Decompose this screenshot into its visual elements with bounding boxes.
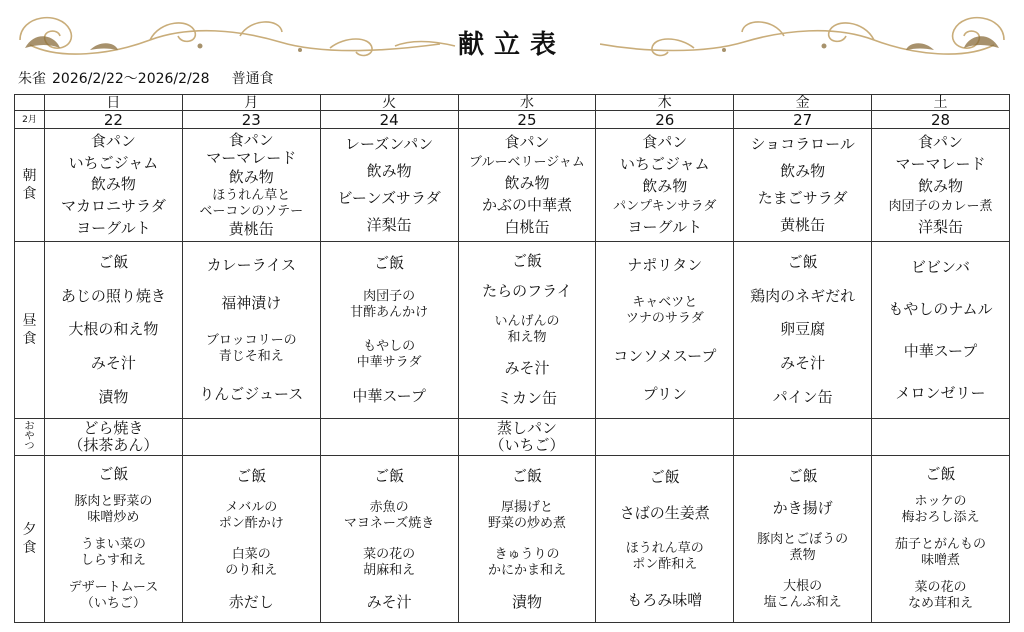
menu-item: 飲み物 xyxy=(918,176,964,195)
menu-item: みそ汁 xyxy=(90,354,136,373)
menu-item: 洋梨缶 xyxy=(366,216,412,234)
menu-item: 食パン xyxy=(228,130,274,149)
menu-item: たらのフライ xyxy=(482,282,572,301)
page-title: 献立表 xyxy=(457,30,566,60)
breakfast-cell xyxy=(734,129,872,242)
menu-item: 卵豆腐 xyxy=(780,320,826,339)
breakfast-cell xyxy=(182,129,320,242)
snack-cell xyxy=(320,419,458,456)
snack-items xyxy=(321,419,458,455)
header-info xyxy=(18,68,296,88)
menu-item: 大根の和え物 xyxy=(68,320,159,339)
lunch-label xyxy=(15,242,45,419)
date-cell: 22 xyxy=(45,111,183,129)
menu-item: 食パン xyxy=(642,132,688,151)
dinner-items xyxy=(596,456,733,622)
menu-item: もやしのナムル xyxy=(888,299,993,318)
menu-item: 黄桃缶 xyxy=(780,216,826,234)
menu-item: 豚肉と野菜の 味噌炒め xyxy=(74,493,153,525)
menu-item: 飲み物 xyxy=(366,162,412,180)
menu-item: みそ汁 xyxy=(504,358,550,377)
snack-items xyxy=(459,419,596,455)
lunch-cell xyxy=(734,242,872,419)
dinner-label xyxy=(15,456,45,623)
snack-label-text: おやつ xyxy=(24,421,35,452)
snack-items xyxy=(45,419,182,455)
menu-item: ホッケの 梅おろし添え xyxy=(901,493,980,525)
diet-type: 普通食 xyxy=(231,71,274,87)
menu-item: 黄桃缶 xyxy=(228,220,274,239)
menu-item: プリン xyxy=(642,385,687,404)
lunch-items xyxy=(596,242,733,418)
menu-item: 茄子とがんもの 味噌煮 xyxy=(895,537,987,569)
dinner-cell xyxy=(596,456,734,623)
menu-item: ご飯 xyxy=(374,466,405,485)
unit-name: 朱雀 xyxy=(18,71,46,87)
menu-item: マーマレード xyxy=(206,149,297,168)
breakfast-items xyxy=(45,129,182,241)
menu-item: ビビンバ xyxy=(911,257,970,276)
menu-item: さばの生姜煮 xyxy=(619,504,710,523)
date-cell: 26 xyxy=(596,111,734,129)
menu-item: ご飯 xyxy=(511,251,542,270)
dinner-row xyxy=(15,456,1010,623)
menu-item: マーマレード xyxy=(895,154,986,173)
weekday-cell: 土 xyxy=(872,95,1010,111)
date-cell: 23 xyxy=(182,111,320,129)
menu-item: 洋梨缶 xyxy=(918,218,964,237)
breakfast-items xyxy=(596,129,733,241)
dinner-cell xyxy=(734,456,872,623)
menu-item: 赤魚の マヨネーズ焼き xyxy=(343,499,435,531)
weekday-cell: 金 xyxy=(734,95,872,111)
menu-item: みそ汁 xyxy=(780,354,826,373)
date-cell: 24 xyxy=(320,111,458,129)
dinner-cell xyxy=(320,456,458,623)
date-cell: 27 xyxy=(734,111,872,129)
menu-item: 福神漬け xyxy=(221,293,282,312)
dinner-items xyxy=(321,456,458,622)
menu-item: コンソメスープ xyxy=(613,347,717,366)
weekday-cell: 水 xyxy=(458,95,596,111)
menu-item: パンプキンサラダ xyxy=(613,199,717,215)
menu-item: （抹茶あん） xyxy=(68,436,159,454)
lunch-cell xyxy=(320,242,458,419)
snack-items xyxy=(872,419,1009,455)
snack-cell xyxy=(458,419,596,456)
menu-item: 食パン xyxy=(504,132,550,151)
menu-item: 厚揚げと 野菜の炒め煮 xyxy=(487,499,566,531)
menu-item: ご飯 xyxy=(787,466,818,485)
menu-item: メバルの ポン酢かけ xyxy=(218,499,284,531)
menu-item: ご飯 xyxy=(649,468,680,487)
menu-item: いちごジャム xyxy=(68,153,159,172)
menu-item: 豚肉とごぼうの 煮物 xyxy=(757,531,849,563)
dinner-cell xyxy=(182,456,320,623)
lunch-cell xyxy=(45,242,183,419)
menu-item: ショコラロール xyxy=(750,135,855,153)
lunch-cell xyxy=(872,242,1010,419)
breakfast-cell xyxy=(872,129,1010,242)
menu-item: デザートムース （いちご） xyxy=(68,580,159,612)
menu-item: りんごジュース xyxy=(199,385,304,404)
dinner-items xyxy=(872,456,1009,622)
dinner-cell xyxy=(872,456,1010,623)
breakfast-items xyxy=(459,129,596,241)
menu-item: 漬物 xyxy=(98,387,129,406)
month-label: 2月 xyxy=(15,111,45,129)
breakfast-items xyxy=(872,129,1009,241)
menu-item: ご飯 xyxy=(511,466,542,485)
menu-item: いんげんの 和え物 xyxy=(494,313,560,345)
menu-item: たまごサラダ xyxy=(757,189,848,207)
menu-item: ブロッコリーの 青じそ和え xyxy=(205,333,297,365)
menu-item: （いちご） xyxy=(489,436,565,454)
lunch-cell xyxy=(458,242,596,419)
menu-item: ほうれん草の ポン酢和え xyxy=(625,540,704,572)
menu-item: みそ汁 xyxy=(366,592,412,611)
menu-item: 飲み物 xyxy=(504,173,550,192)
dinner-items xyxy=(183,456,320,622)
menu-item: カレーライス xyxy=(206,255,296,274)
snack-cell xyxy=(734,419,872,456)
dinner-cell xyxy=(45,456,183,623)
lunch-cell xyxy=(182,242,320,419)
menu-item: 中華スープ xyxy=(903,341,978,360)
menu-item: ご飯 xyxy=(374,253,405,272)
menu-item: マカロニサラダ xyxy=(60,197,166,216)
menu-item: ご飯 xyxy=(98,253,129,272)
breakfast-label xyxy=(15,129,45,242)
snack-items xyxy=(596,419,733,455)
menu-item: ブルーベリージャム xyxy=(468,154,585,170)
menu-item: ほうれん草と ベーコンのソテー xyxy=(199,187,304,219)
menu-item: レーズンパン xyxy=(345,135,434,153)
snack-cell xyxy=(182,419,320,456)
lunch-items xyxy=(872,242,1009,418)
lunch-items xyxy=(183,242,320,418)
dinner-items xyxy=(459,456,596,622)
menu-item: ミカン缶 xyxy=(496,389,557,408)
menu-item: ご飯 xyxy=(787,253,818,272)
menu-item: 肉団子のカレー煮 xyxy=(888,199,993,215)
menu-item: 飲み物 xyxy=(780,162,826,180)
breakfast-row xyxy=(15,129,1010,242)
menu-item: 飲み物 xyxy=(642,176,688,195)
menu-item: 肉団子の 甘酢あんかけ xyxy=(350,289,429,321)
menu-item: 白桃缶 xyxy=(504,218,550,237)
snack-label xyxy=(15,419,45,456)
menu-item: ヨーグルト xyxy=(76,218,151,237)
menu-item: ナポリタン xyxy=(627,255,703,274)
menu-item: ご飯 xyxy=(98,464,129,483)
date-cell: 25 xyxy=(458,111,596,129)
menu-item: ご飯 xyxy=(236,466,267,485)
menu-item: メロンゼリー xyxy=(895,383,986,402)
menu-item: 飲み物 xyxy=(90,175,136,194)
menu-item: もろみ味噌 xyxy=(627,590,703,609)
menu-item: 食パン xyxy=(918,132,964,151)
weekday-row xyxy=(15,95,1010,111)
menu-item: うまい菜の しらす和え xyxy=(80,537,146,569)
breakfast-cell xyxy=(320,129,458,242)
weekday-cell: 月 xyxy=(182,95,320,111)
dinner-label-text: 夕食 xyxy=(22,522,37,556)
breakfast-items xyxy=(321,129,458,241)
menu-item: 食パン xyxy=(90,132,136,151)
menu-item: ご飯 xyxy=(925,464,956,483)
menu-item: 蒸しパン xyxy=(496,419,557,437)
date-row xyxy=(15,111,1010,129)
lunch-items xyxy=(321,242,458,418)
menu-item: 中華スープ xyxy=(352,387,426,406)
lunch-items xyxy=(45,242,182,418)
snack-cell xyxy=(596,419,734,456)
breakfast-cell xyxy=(596,129,734,242)
menu-item: キャベツと ツナのサラダ xyxy=(625,294,704,326)
lunch-label-text: 昼食 xyxy=(22,313,37,347)
menu-period: 2026/2/22〜2026/2/28 xyxy=(52,71,210,87)
weekday-cell: 日 xyxy=(45,95,183,111)
date-cell: 28 xyxy=(872,111,1010,129)
snack-row xyxy=(15,419,1010,456)
menu-item: どら焼き xyxy=(83,419,144,437)
corner-cell xyxy=(15,95,45,111)
breakfast-items xyxy=(734,129,871,241)
snack-cell xyxy=(45,419,183,456)
breakfast-label-text: 朝食 xyxy=(22,168,37,202)
dinner-items xyxy=(45,456,182,622)
menu-item: かぶの中華煮 xyxy=(481,196,572,215)
lunch-row xyxy=(15,242,1010,419)
menu-item: パイン缶 xyxy=(772,387,833,406)
weekday-cell: 木 xyxy=(596,95,734,111)
menu-item: かき揚げ xyxy=(772,498,833,517)
snack-items xyxy=(183,419,320,455)
menu-item: 白菜の のり和え xyxy=(225,546,278,578)
breakfast-cell xyxy=(458,129,596,242)
snack-cell xyxy=(872,419,1010,456)
menu-item: もやしの 中華サラダ xyxy=(356,338,422,370)
menu-item: ビーンズサラダ xyxy=(337,189,441,207)
menu-item: 飲み物 xyxy=(228,167,274,186)
dinner-cell xyxy=(458,456,596,623)
breakfast-items xyxy=(183,129,320,241)
weekday-cell: 火 xyxy=(320,95,458,111)
lunch-cell xyxy=(596,242,734,419)
snack-items xyxy=(734,419,871,455)
menu-item: 漬物 xyxy=(511,592,542,611)
menu-item: あじの照り焼き xyxy=(60,286,166,305)
menu-item: 赤だし xyxy=(228,592,274,611)
menu-item: 菜の花の 胡麻和え xyxy=(363,546,416,578)
menu-item: きゅうりの かにかま和え xyxy=(487,546,566,578)
menu-item: 菜の花の なめ茸和え xyxy=(908,580,974,612)
dinner-items xyxy=(734,456,871,622)
menu-item: ヨーグルト xyxy=(627,218,703,237)
lunch-items xyxy=(459,242,596,418)
menu-item: いちごジャム xyxy=(619,154,710,173)
menu-item: 鶏肉のネギだれ xyxy=(750,286,856,305)
menu-item: 大根の 塩こんぶ和え xyxy=(763,578,842,610)
menu-table xyxy=(14,94,1010,623)
breakfast-cell xyxy=(45,129,183,242)
lunch-items xyxy=(734,242,871,418)
